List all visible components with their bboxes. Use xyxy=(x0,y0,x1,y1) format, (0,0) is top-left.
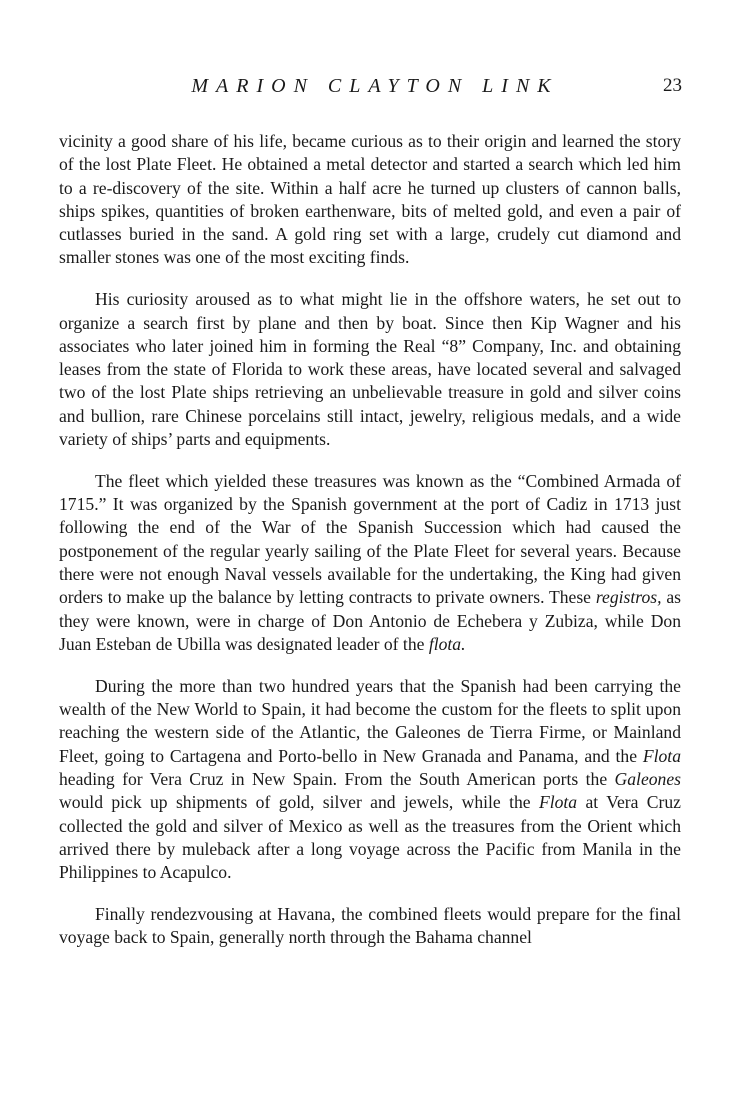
paragraph-text: at Vera Cruz collected the gold and silver of Mexico as well as the treasures from the Orient which arrived there by muleback after a long voyage across the Pacific from Manila in the Philippines to Acapulco. xyxy=(59,792,681,883)
body-text xyxy=(59,130,681,950)
italic-term: flota. xyxy=(428,633,466,654)
paragraph xyxy=(59,903,681,950)
paragraph-text: During the more than two hundred years that the Spanish had been carrying the wealth of the New World to Spain, it had become the custom for the fleets to split upon reaching the western side of the Atlantic, the Galeones de Tierra Firme, or Mainland Fleet, going to Cartagena and Porto-bello in New Granada and Panama, and the xyxy=(59,675,681,766)
paragraph-text: The fleet which yielded these treasures was known as the “Combined Armada of 1715.” It was organized by the Spanish government at the port of Cadiz in 1713 just following the end of the War of the Spanish Succession which had caused the postponement of the regular yearly sailing of the Plate Fleet for several years. Because there were not enough Naval vessels available for the undertaking, the King had given orders to make up the balance by letting contracts to private owners. These xyxy=(59,470,681,608)
paragraph-text: His curiosity aroused as to what might lie in the offshore waters, he set out to organize a search first by plane and then by boat. Since then Kip Wagner and his associates who later joined him in forming the Real “8” Company, Inc. and obtaining leases from the state of Florida to work these areas, have located several and salvaged two of the lost Plate ships retrieving an unbelievable treasure in gold and silver coins and bullion, rare Chinese porcelains still intact, jewelry, religious medals, and a wide variety of ships’ parts and equipments. xyxy=(59,289,681,450)
paragraph-text: as they were known, were in charge of Don Antonio de Echebera y Zubiza, while Don Juan Esteban de Ubilla was designated leader of the xyxy=(59,587,681,654)
italic-term: Flota xyxy=(642,745,681,766)
paragraph xyxy=(59,675,681,885)
italic-term: Flota xyxy=(538,792,578,813)
paragraph-text: would pick up shipments of gold, silver and jewels, while the xyxy=(59,792,539,813)
running-head xyxy=(0,72,750,100)
paragraph-text: Finally rendezvousing at Havana, the combined fleets would prepare for the final voyage back to Spain, generally north through the Bahama channel xyxy=(59,903,681,948)
paragraph xyxy=(59,288,681,451)
paragraph xyxy=(59,470,681,656)
running-title: MARION CLAYTON LINK xyxy=(191,75,559,97)
paragraph-text: heading for Vera Cruz in New Spain. From the South American ports the xyxy=(59,768,615,789)
paragraph-text: vicinity a good share of his life, became curious as to their origin and learned the story of the lost Plate Fleet. He obtained a metal detector and started a search which led him to a re-discovery of the site. Within a half acre he turned up clusters of cannon balls, ships spikes, quantities of broken earthenware, bits of melted gold, and even a pair of cutlasses buried in the sand. A gold ring set with a large, crudely cut diamond and smaller stones was one of the most exciting finds. xyxy=(59,131,681,268)
page-number: 23 xyxy=(663,75,682,96)
paragraph xyxy=(59,130,681,270)
italic-term: registros, xyxy=(595,587,662,608)
italic-term: Galeones xyxy=(614,768,681,789)
